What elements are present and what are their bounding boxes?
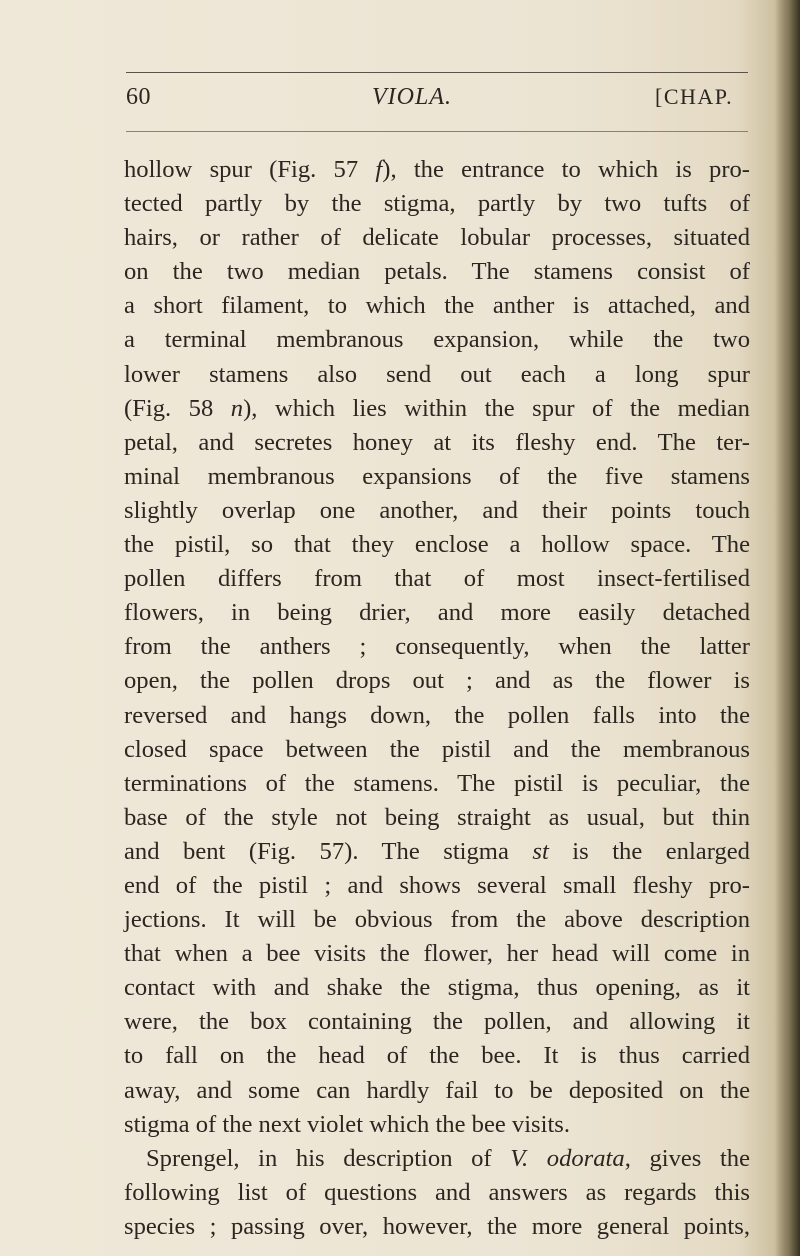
text-line: lower stamens also send out each a long spur (124, 360, 750, 388)
text-line: on the two median petals. The stamens consist of (124, 258, 750, 286)
text-line: base of the style not being straight as usual, but thin (124, 803, 750, 831)
text-line: following list of questions and answers as regards this (124, 1178, 750, 1206)
text-line: contact with and shake the stigma, thus opening, as it (124, 974, 750, 1002)
page-edge-shadow (774, 0, 800, 1256)
text-line: Sprengel, in his description of V. odorata, gives the (146, 1144, 750, 1172)
text-line: tected partly by the stigma, partly by two tufts of (124, 190, 750, 218)
text-line: reversed and hangs down, the pollen falls into the (124, 701, 750, 729)
text-line: hairs, or rather of delicate lobular processes, situated (124, 224, 750, 252)
page-number: 60 (126, 84, 151, 110)
body-text (124, 153, 750, 1244)
text-line: species ; passing over, however, the more general points, (124, 1212, 750, 1240)
text-line: a short filament, to which the anther is attached, and (124, 292, 750, 320)
chapter-label: [CHAP. (655, 84, 734, 109)
text-line: terminations of the stamens. The pistil is peculiar, the (124, 769, 750, 797)
text-line: and bent (Fig. 57). The stigma st is the enlarged (124, 837, 750, 865)
running-header (126, 84, 766, 116)
running-title: VIOLA. (372, 84, 452, 110)
text-line: to fall on the head of the bee. It is thus carried (124, 1042, 750, 1070)
text-line: away, and some can hardly fail to be deposited on the (124, 1076, 750, 1104)
header-top-rule (126, 72, 748, 73)
header-bottom-rule (126, 131, 748, 132)
text-line: pollen differs from that of most insect-fertilised (124, 565, 750, 593)
text-line: jections. It will be obvious from the above description (124, 906, 750, 934)
text-line: petal, and secretes honey at its fleshy end. The ter- (124, 428, 750, 456)
text-line: the pistil, so that they enclose a hollow space. The (124, 531, 750, 559)
text-line: a terminal membranous expansion, while the two (124, 326, 750, 354)
text-line: flowers, in being drier, and more easily detached (124, 599, 750, 627)
text-line: closed space between the pistil and the membranous (124, 735, 750, 763)
text-line: (Fig. 58 n), which lies within the spur of the median (124, 394, 750, 422)
text-line: open, the pollen drops out ; and as the flower is (124, 667, 750, 695)
text-line: from the anthers ; consequently, when the latter (124, 633, 750, 661)
text-line: stigma of the next violet which the bee visits. (124, 1110, 571, 1138)
text-line: minal membranous expansions of the five stamens (124, 462, 750, 490)
text-line: slightly overlap one another, and their points touch (124, 496, 750, 524)
text-line: end of the pistil ; and shows several small fleshy pro- (124, 871, 750, 899)
text-line: hollow spur (Fig. 57 f), the entrance to which is pro- (124, 156, 750, 183)
text-line: that when a bee visits the flower, her head will come in (124, 940, 750, 968)
text-line: were, the box containing the pollen, and allowing it (124, 1008, 750, 1036)
